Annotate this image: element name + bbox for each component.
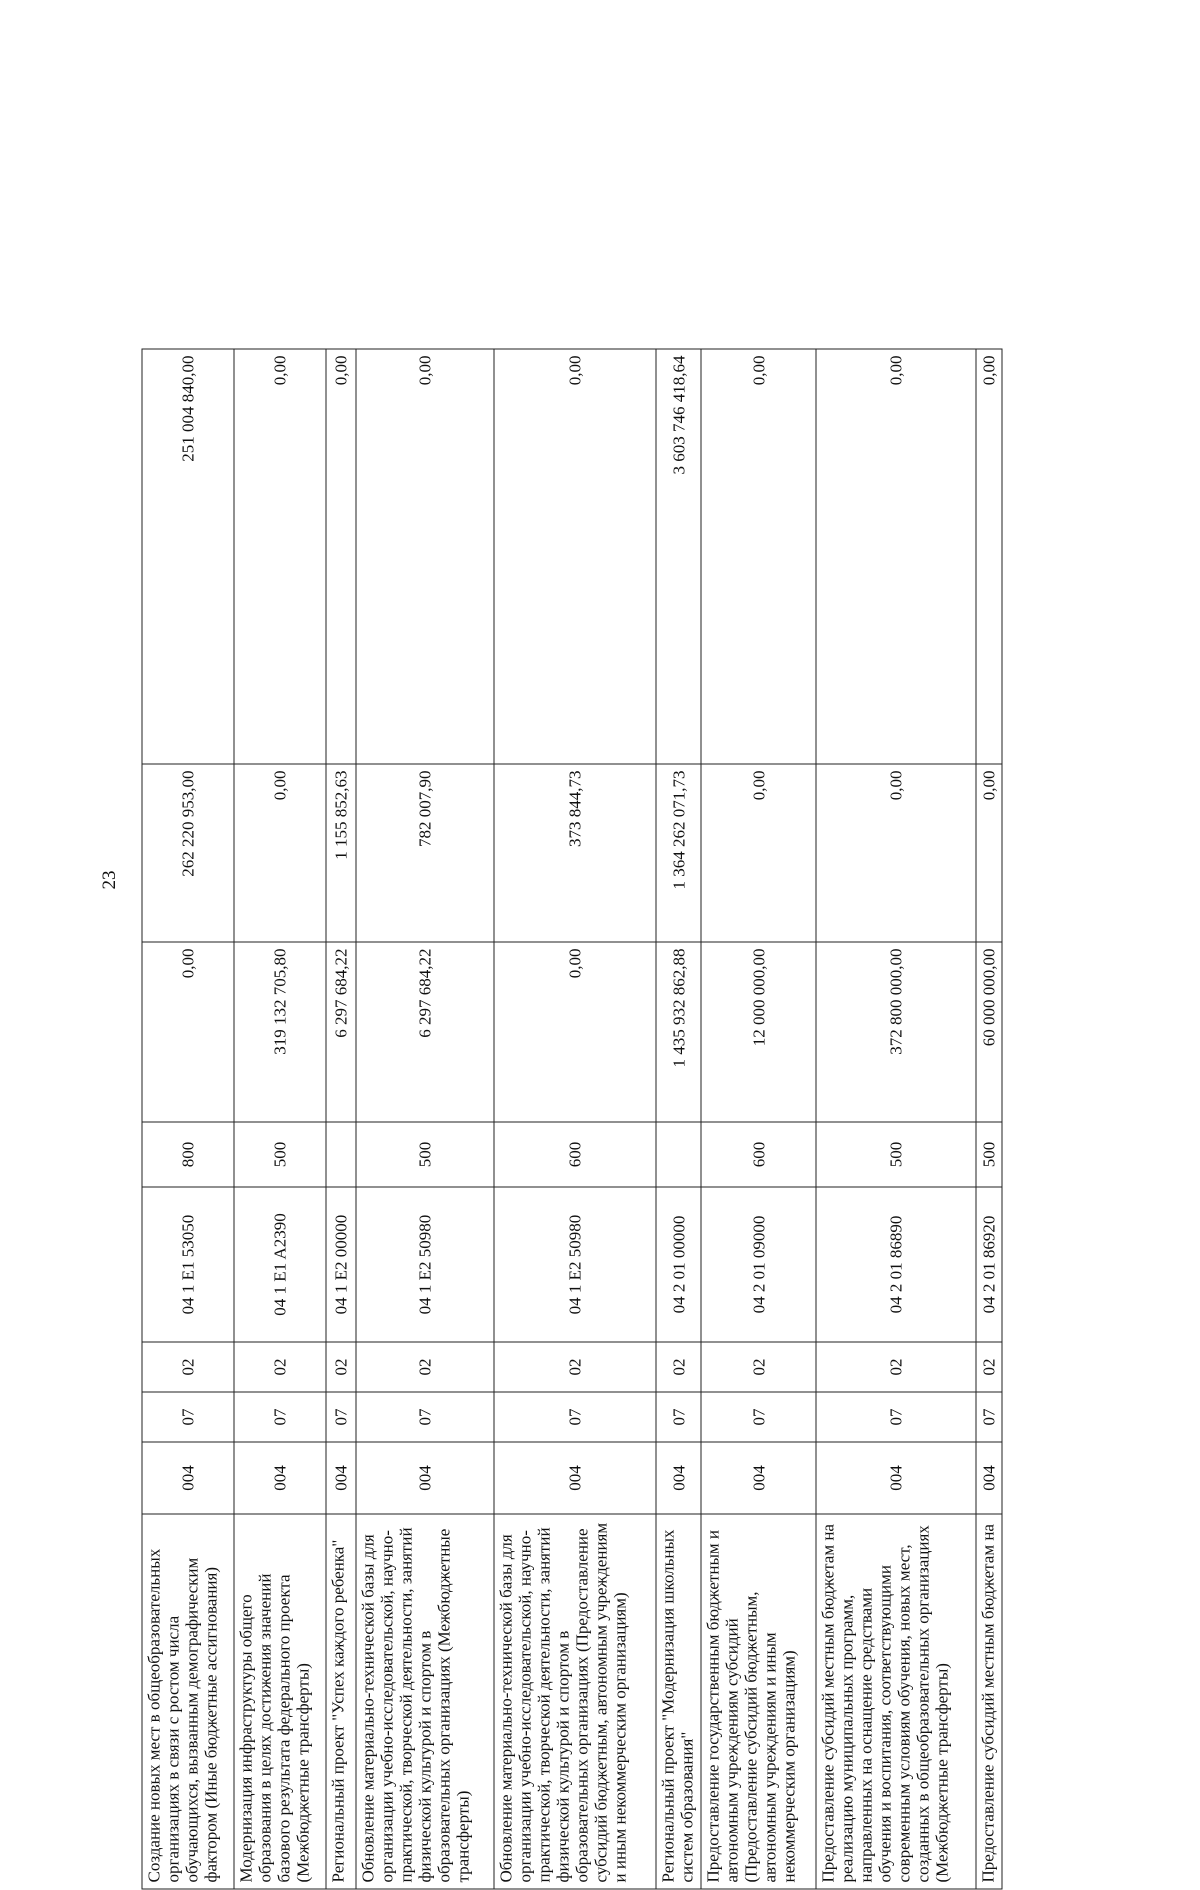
row-csr: 04 2 01 86920 xyxy=(976,1187,1002,1342)
row-vr xyxy=(656,1122,701,1187)
row-sum-1: 60 000 000,00 xyxy=(976,942,1002,1122)
row-sum-1: 0,00 xyxy=(142,942,234,1122)
row-vr: 600 xyxy=(494,1122,656,1187)
row-csr: 04 2 01 86890 xyxy=(816,1187,976,1342)
row-vr: 500 xyxy=(976,1122,1002,1187)
table-row xyxy=(494,349,656,1889)
table-row xyxy=(656,349,701,1889)
table-row xyxy=(234,349,326,1889)
row-sum-3: 0,00 xyxy=(326,349,356,764)
row-sum-2: 0,00 xyxy=(816,764,976,942)
row-sum-3: 251 004 840,00 xyxy=(142,349,234,764)
row-sum-3: 3 603 746 418,64 xyxy=(656,349,701,764)
row-pr: 02 xyxy=(234,1342,326,1392)
row-sum-1: 1 435 932 862,88 xyxy=(656,942,701,1122)
row-name: Региональный проект "Успех каждого ребенка" xyxy=(326,1514,356,1889)
row-ved: 004 xyxy=(494,1442,656,1514)
row-name: Предоставление субсидий местным бюджетам на реализацию муниципальных программ, направленных на оснащение средствами обучения и воспитания, соответствующими современным условиям обучения, новых мест, созданных в общеобразовательных организациях (Межбюджетные трансферты) xyxy=(816,1514,976,1889)
row-name: Региональный проект "Модернизация школьных систем образования" xyxy=(656,1514,701,1889)
row-pr: 02 xyxy=(326,1342,356,1392)
row-sum-2: 1 364 262 071,73 xyxy=(656,764,701,942)
row-pr: 02 xyxy=(494,1342,656,1392)
row-sum-2: 1 155 852,63 xyxy=(326,764,356,942)
row-ved: 004 xyxy=(976,1442,1002,1514)
row-name: Предоставление субсидий местным бюджетам на xyxy=(976,1514,1002,1889)
row-ved: 004 xyxy=(142,1442,234,1514)
row-sum-2: 262 220 953,00 xyxy=(142,764,234,942)
budget-table-sheet xyxy=(142,350,1003,1890)
row-csr: 04 1 E2 50980 xyxy=(494,1187,656,1342)
row-vr: 500 xyxy=(816,1122,976,1187)
row-sum-1: 6 297 684,22 xyxy=(356,942,494,1122)
row-rz: 07 xyxy=(326,1392,356,1442)
row-csr: 04 2 01 00000 xyxy=(656,1187,701,1342)
row-pr: 02 xyxy=(976,1342,1002,1392)
row-sum-3: 0,00 xyxy=(234,349,326,764)
row-rz: 07 xyxy=(701,1392,816,1442)
row-name: Обновление материально-технической базы для организации учебно-исследовательской, научно-практической, творческой деятельности, занятий физической культурой и спортом в образовательных организациях (Межбюджетные трансферты) xyxy=(356,1514,494,1889)
row-name: Обновление материально-технической базы для организации учебно-исследовательской, научно-практической, творческой деятельности, занятий физической культурой и спортом в образовательных организациях (Предоставление субсидий бюджетным, автономным учреждениям и иным некоммерческим организациям) xyxy=(494,1514,656,1889)
page-number xyxy=(100,860,120,900)
table-row xyxy=(701,349,816,1889)
row-csr: 04 1 E2 50980 xyxy=(356,1187,494,1342)
row-csr: 04 1 E2 00000 xyxy=(326,1187,356,1342)
row-name: Создание новых мест в общеобразовательных организациях в связи с ростом числа обучающихся, вызванным демографическим фактором (Иные бюджетные ассигнования) xyxy=(142,1514,234,1889)
row-csr: 04 1 E1 53050 xyxy=(142,1187,234,1342)
row-sum-3: 0,00 xyxy=(701,349,816,764)
row-ved: 004 xyxy=(326,1442,356,1514)
row-rz: 07 xyxy=(356,1392,494,1442)
row-pr: 02 xyxy=(701,1342,816,1392)
row-vr: 500 xyxy=(356,1122,494,1187)
row-sum-1: 319 132 705,80 xyxy=(234,942,326,1122)
row-vr: 500 xyxy=(234,1122,326,1187)
row-ved: 004 xyxy=(701,1442,816,1514)
row-vr: 600 xyxy=(701,1122,816,1187)
budget-table xyxy=(142,349,1003,1890)
row-sum-1: 12 000 000,00 xyxy=(701,942,816,1122)
row-rz: 07 xyxy=(234,1392,326,1442)
row-rz: 07 xyxy=(816,1392,976,1442)
table-row xyxy=(976,349,1002,1889)
row-name: Модернизация инфраструктуры общего образования в целях достижения значений базового результата федерального проекта (Межбюджетные трансферты) xyxy=(234,1514,326,1889)
row-sum-3: 0,00 xyxy=(356,349,494,764)
row-sum-2: 782 007,90 xyxy=(356,764,494,942)
row-sum-3: 0,00 xyxy=(494,349,656,764)
row-csr: 04 2 01 09000 xyxy=(701,1187,816,1342)
row-ved: 004 xyxy=(656,1442,701,1514)
row-rz: 07 xyxy=(494,1392,656,1442)
row-csr: 04 1 E1 A2390 xyxy=(234,1187,326,1342)
row-pr: 02 xyxy=(816,1342,976,1392)
table-row xyxy=(326,349,356,1889)
row-rz: 07 xyxy=(142,1392,234,1442)
row-ved: 004 xyxy=(816,1442,976,1514)
row-pr: 02 xyxy=(142,1342,234,1392)
row-rz: 07 xyxy=(656,1392,701,1442)
row-sum-1: 6 297 684,22 xyxy=(326,942,356,1122)
row-sum-1: 0,00 xyxy=(494,942,656,1122)
row-name: Предоставление государственным бюджетным и автономным учреждениям субсидий (Предоставление субсидий бюджетным, автономным учреждениям и иным некоммерческим организациям) xyxy=(701,1514,816,1889)
table-row xyxy=(356,349,494,1889)
row-pr: 02 xyxy=(356,1342,494,1392)
table-row xyxy=(816,349,976,1889)
row-sum-2: 0,00 xyxy=(701,764,816,942)
row-sum-3: 0,00 xyxy=(976,349,1002,764)
row-vr: 800 xyxy=(142,1122,234,1187)
row-rz: 07 xyxy=(976,1392,1002,1442)
row-sum-2: 373 844,73 xyxy=(494,764,656,942)
table-row xyxy=(142,349,234,1889)
row-pr: 02 xyxy=(656,1342,701,1392)
row-sum-1: 372 800 000,00 xyxy=(816,942,976,1122)
page-number-text: 23 xyxy=(99,870,120,890)
row-sum-2: 0,00 xyxy=(976,764,1002,942)
row-sum-3: 0,00 xyxy=(816,349,976,764)
row-ved: 004 xyxy=(356,1442,494,1514)
row-vr xyxy=(326,1122,356,1187)
row-ved: 004 xyxy=(234,1442,326,1514)
row-sum-2: 0,00 xyxy=(234,764,326,942)
